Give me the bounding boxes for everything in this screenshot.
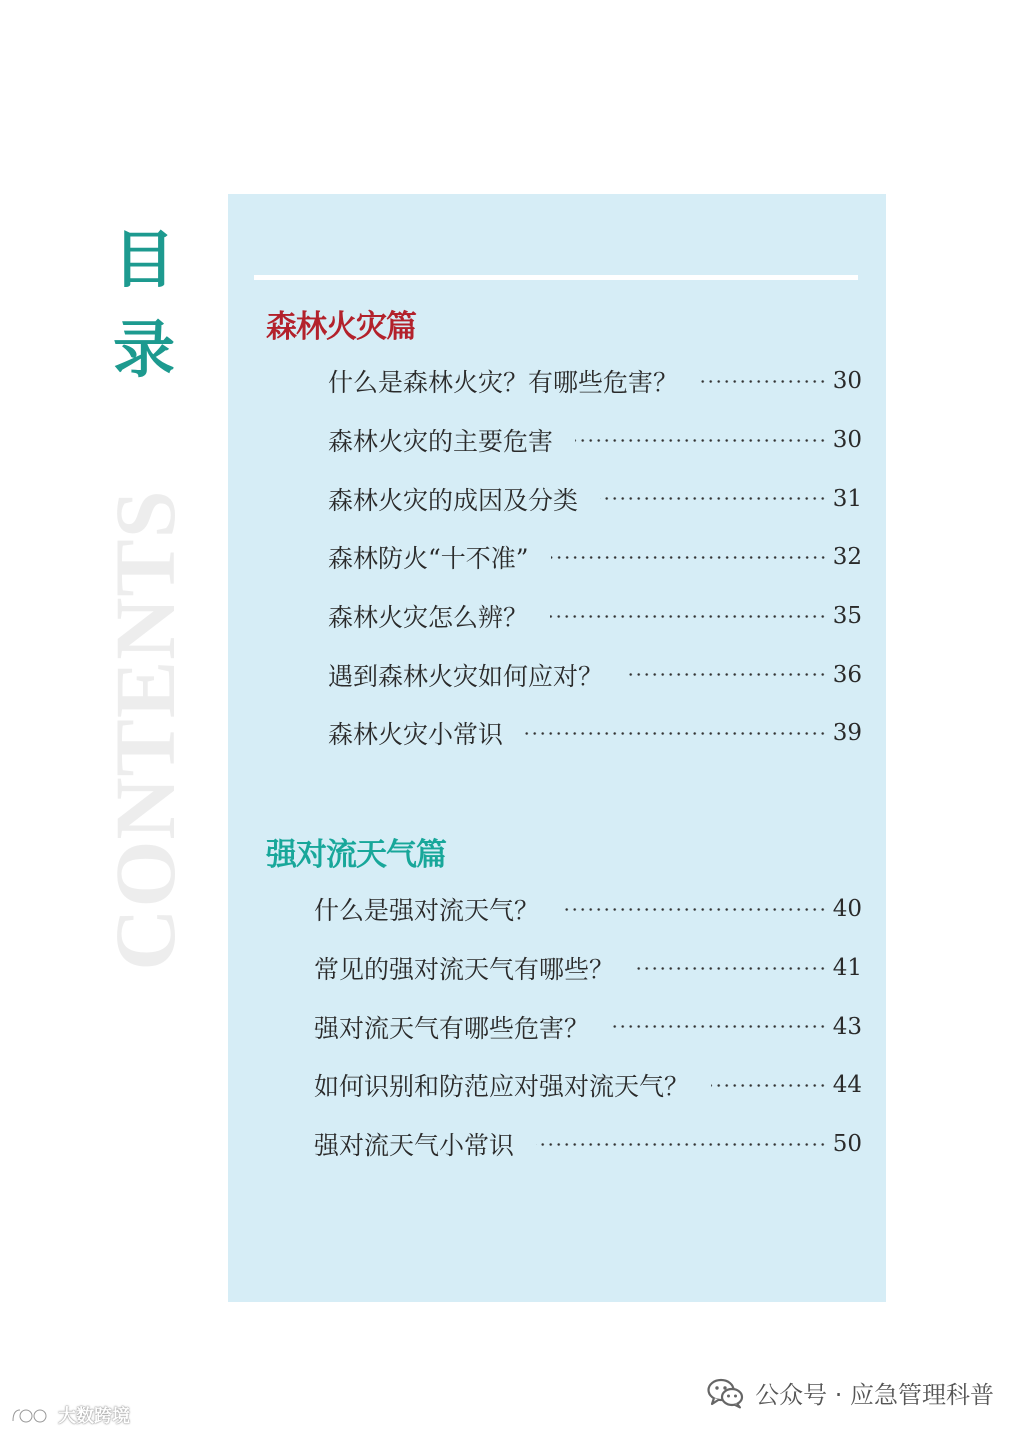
dot-leader — [711, 1084, 827, 1087]
dot-leader — [625, 673, 827, 676]
toc-list-forest-fire — [328, 352, 862, 763]
toc-item[interactable] — [314, 1115, 862, 1174]
toc-item-label: 森林火灾的成因及分类 — [328, 485, 579, 515]
toc-item-label: 常见的强对流天气有哪些？ — [314, 955, 615, 985]
toc-item-page: 35 — [832, 603, 862, 630]
toc-item-page: 30 — [832, 368, 862, 395]
toc-item-label: 如何识别和防范应对强对流天气？ — [314, 1072, 690, 1102]
toc-title-char-1: 目 — [112, 223, 175, 296]
toc-item-page: 50 — [832, 1131, 862, 1158]
dot-leader — [636, 967, 827, 970]
dot-leader — [551, 556, 827, 559]
dot-leader — [600, 497, 827, 500]
toc-item-label: 森林火灾的主要危害 — [328, 427, 554, 457]
toc-item-page: 36 — [832, 661, 862, 688]
toc-item-label: 强对流天气有哪些危害？ — [314, 1013, 590, 1043]
toc-item-page: 43 — [832, 1013, 862, 1040]
contents-watermark-text: CONTENTS — [97, 489, 193, 971]
dot-leader — [575, 439, 827, 442]
toc-item[interactable] — [328, 645, 862, 704]
toc-item[interactable] — [328, 528, 862, 587]
toc-item-label: 森林防火“十不准” — [328, 544, 529, 574]
footer-account-text: 公众号 · 应急管理科普 — [755, 1381, 994, 1409]
toc-item-page: 32 — [832, 544, 862, 571]
watermark-logo — [10, 1402, 130, 1428]
toc-item[interactable] — [328, 704, 862, 763]
toc-item[interactable] — [314, 880, 862, 939]
wechat-icon — [707, 1377, 745, 1409]
footer-account[interactable] — [707, 1375, 994, 1410]
toc-item-page: 39 — [832, 720, 862, 747]
dot-leader — [561, 908, 827, 911]
dot-leader — [700, 380, 827, 383]
section-title-severe-convection: 强对流天气篇 — [266, 837, 446, 873]
toc-list-severe-convection — [314, 880, 862, 1173]
toc-item[interactable] — [328, 352, 862, 411]
toc-item-label: 遇到森林火灾如何应对？ — [328, 661, 604, 691]
watermark-text: 大数跨境 — [58, 1406, 130, 1427]
toc-item-label: 森林火灾小常识 — [328, 720, 504, 750]
toc-item[interactable] — [314, 1056, 862, 1115]
toc-item[interactable] — [328, 587, 862, 646]
section-title-forest-fire: 森林火灾篇 — [266, 309, 416, 345]
toc-item-page: 30 — [832, 427, 862, 454]
toc-item-page: 40 — [832, 896, 862, 923]
dot-leader — [611, 1025, 827, 1028]
toc-item-page: 31 — [832, 485, 862, 512]
toc-item-label: 强对流天气小常识 — [314, 1131, 515, 1161]
brand-logo-icon — [10, 1404, 52, 1426]
toc-item-label: 什么是森林火灾？有哪些危害？ — [328, 368, 679, 398]
dot-leader — [525, 732, 827, 735]
toc-item-page: 44 — [832, 1072, 862, 1099]
toc-item-label: 森林火灾怎么辨？ — [328, 603, 529, 633]
dot-leader — [550, 615, 827, 618]
toc-title-char-2: 录 — [112, 313, 175, 386]
toc-item[interactable] — [328, 411, 862, 470]
panel-divider — [254, 275, 858, 280]
toc-item[interactable] — [328, 469, 862, 528]
toc-item[interactable] — [314, 997, 862, 1056]
toc-item-label: 什么是强对流天气？ — [314, 896, 540, 926]
toc-item[interactable] — [314, 939, 862, 998]
dot-leader — [536, 1143, 827, 1146]
toc-item-page: 41 — [832, 955, 862, 982]
